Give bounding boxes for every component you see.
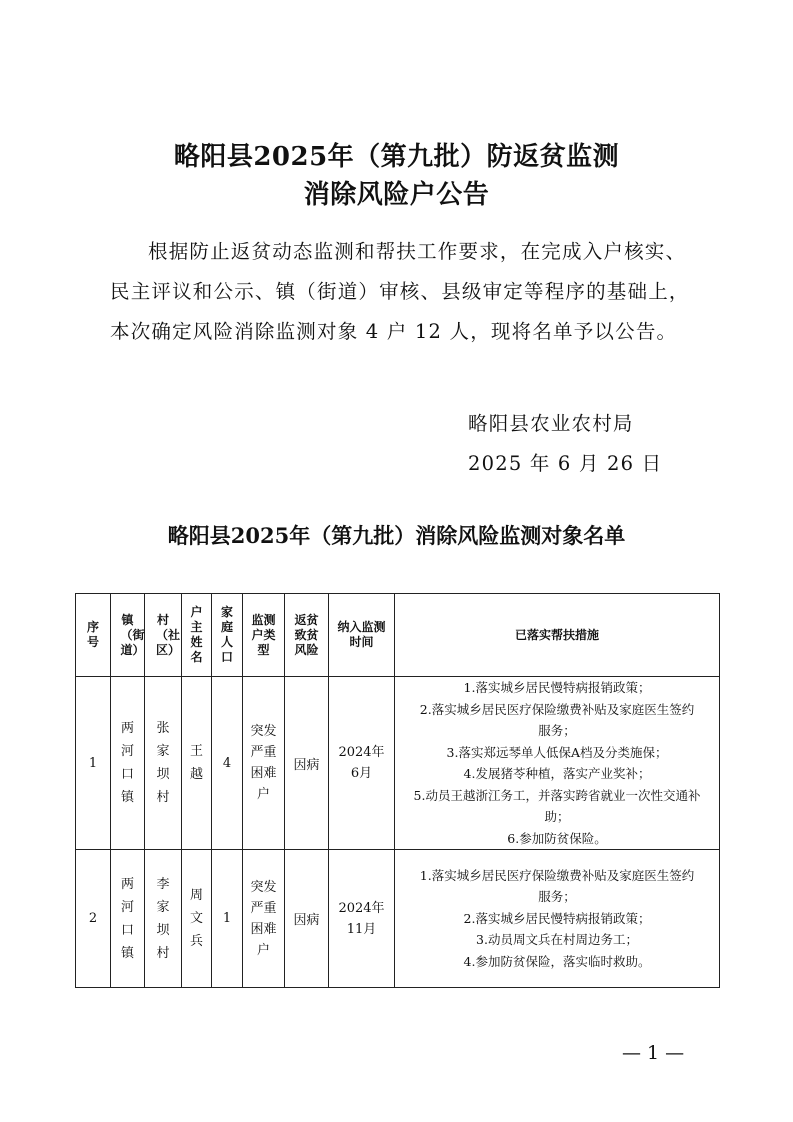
- measure-line: 助；: [544, 809, 570, 824]
- header-head-name: 户主姓名: [182, 594, 212, 677]
- notice-body-line3: 本次确定风险消除监测对象 4 户 12 人，现将名单予以公告。: [110, 320, 678, 343]
- table-row: [76, 677, 720, 850]
- cell-risk: 因病: [285, 850, 329, 988]
- cell-index: 2: [76, 850, 111, 988]
- notice-title-line1: 略阳县2025年（第九批）防返贫监测: [173, 142, 620, 172]
- measure-line: 2.落实城乡居民医疗保险缴费补贴及家庭医生签约: [419, 701, 695, 717]
- page-number: — 1 —: [622, 1042, 685, 1064]
- notice-body-line2: 民主评议和公示、镇（街道）审核、县级审定等程序的基础上，: [110, 280, 690, 303]
- header-family-size: 家庭人口: [212, 594, 243, 677]
- cell-measures: [395, 850, 720, 988]
- measure-line: 5.动员王越浙江务工，并落实跨省就业一次性交通补: [413, 787, 701, 803]
- list-title: 略阳县2025年（第九批）消除风险监测对象名单: [167, 523, 626, 548]
- header-measures: 已落实帮扶措施: [395, 594, 720, 677]
- header-village: 村（社区）: [145, 594, 182, 677]
- measure-line: 1.落实城乡居民医疗保险缴费补贴及家庭医生签约: [419, 867, 695, 883]
- cell-family-size: 1: [212, 850, 243, 988]
- measure-line: 服务；: [538, 889, 576, 905]
- measure-line: 4.参加防贫保险，落实临时救助。: [463, 953, 651, 969]
- table-header-row: [76, 594, 720, 677]
- cell-type: 突发严重困难户: [243, 850, 285, 988]
- cell-type: 突发严重困难户: [243, 677, 285, 850]
- cell-index: 1: [76, 677, 111, 850]
- header-index: 序号: [76, 594, 111, 677]
- cell-risk: 因病: [285, 677, 329, 850]
- header-risk: 返贫致贫风险: [285, 594, 329, 677]
- cell-village: 李家坝村: [145, 850, 182, 988]
- cell-town: 两河口镇: [111, 677, 145, 850]
- cell-family-size: 4: [212, 677, 243, 850]
- cell-town: 两河口镇: [111, 850, 145, 988]
- header-type: 监测户类型: [243, 594, 285, 677]
- cell-measures: [395, 677, 720, 850]
- measure-line: 3.动员周文兵在村周边务工；: [476, 932, 638, 948]
- cell-head-name: 周文兵: [182, 850, 212, 988]
- issuer-name: 略阳县农业农村局: [468, 412, 634, 435]
- household-table: [75, 593, 720, 988]
- notice-body-line1: 根据防止返贫动态监测和帮扶工作要求，在完成入户核实、: [148, 240, 687, 263]
- cell-date: 2024年6月: [329, 677, 395, 850]
- measure-line: 6.参加防贫保险。: [507, 830, 607, 846]
- cell-head-name: 王越: [182, 677, 212, 850]
- notice-title-line2: 消除风险户公告: [303, 180, 490, 210]
- table-row: [76, 850, 720, 988]
- issue-date: 2025 年 6 月 26 日: [468, 452, 663, 475]
- measure-line: 2.落实城乡居民慢特病报销政策；: [463, 910, 651, 926]
- cell-village: 张家坝村: [145, 677, 182, 850]
- measure-line: 4.发展猪苓种植，落实产业奖补；: [463, 766, 651, 781]
- measure-line: 1.落实城乡居民慢特病报销政策；: [463, 680, 651, 695]
- cell-date: 2024年11月: [329, 850, 395, 988]
- header-town: 镇（街道）: [111, 594, 145, 677]
- measure-line: 服务；: [538, 723, 576, 738]
- measure-line: 3.落实郑远琴单人低保A档及分类施保；: [446, 744, 668, 760]
- header-date: 纳入监测时间: [329, 594, 395, 677]
